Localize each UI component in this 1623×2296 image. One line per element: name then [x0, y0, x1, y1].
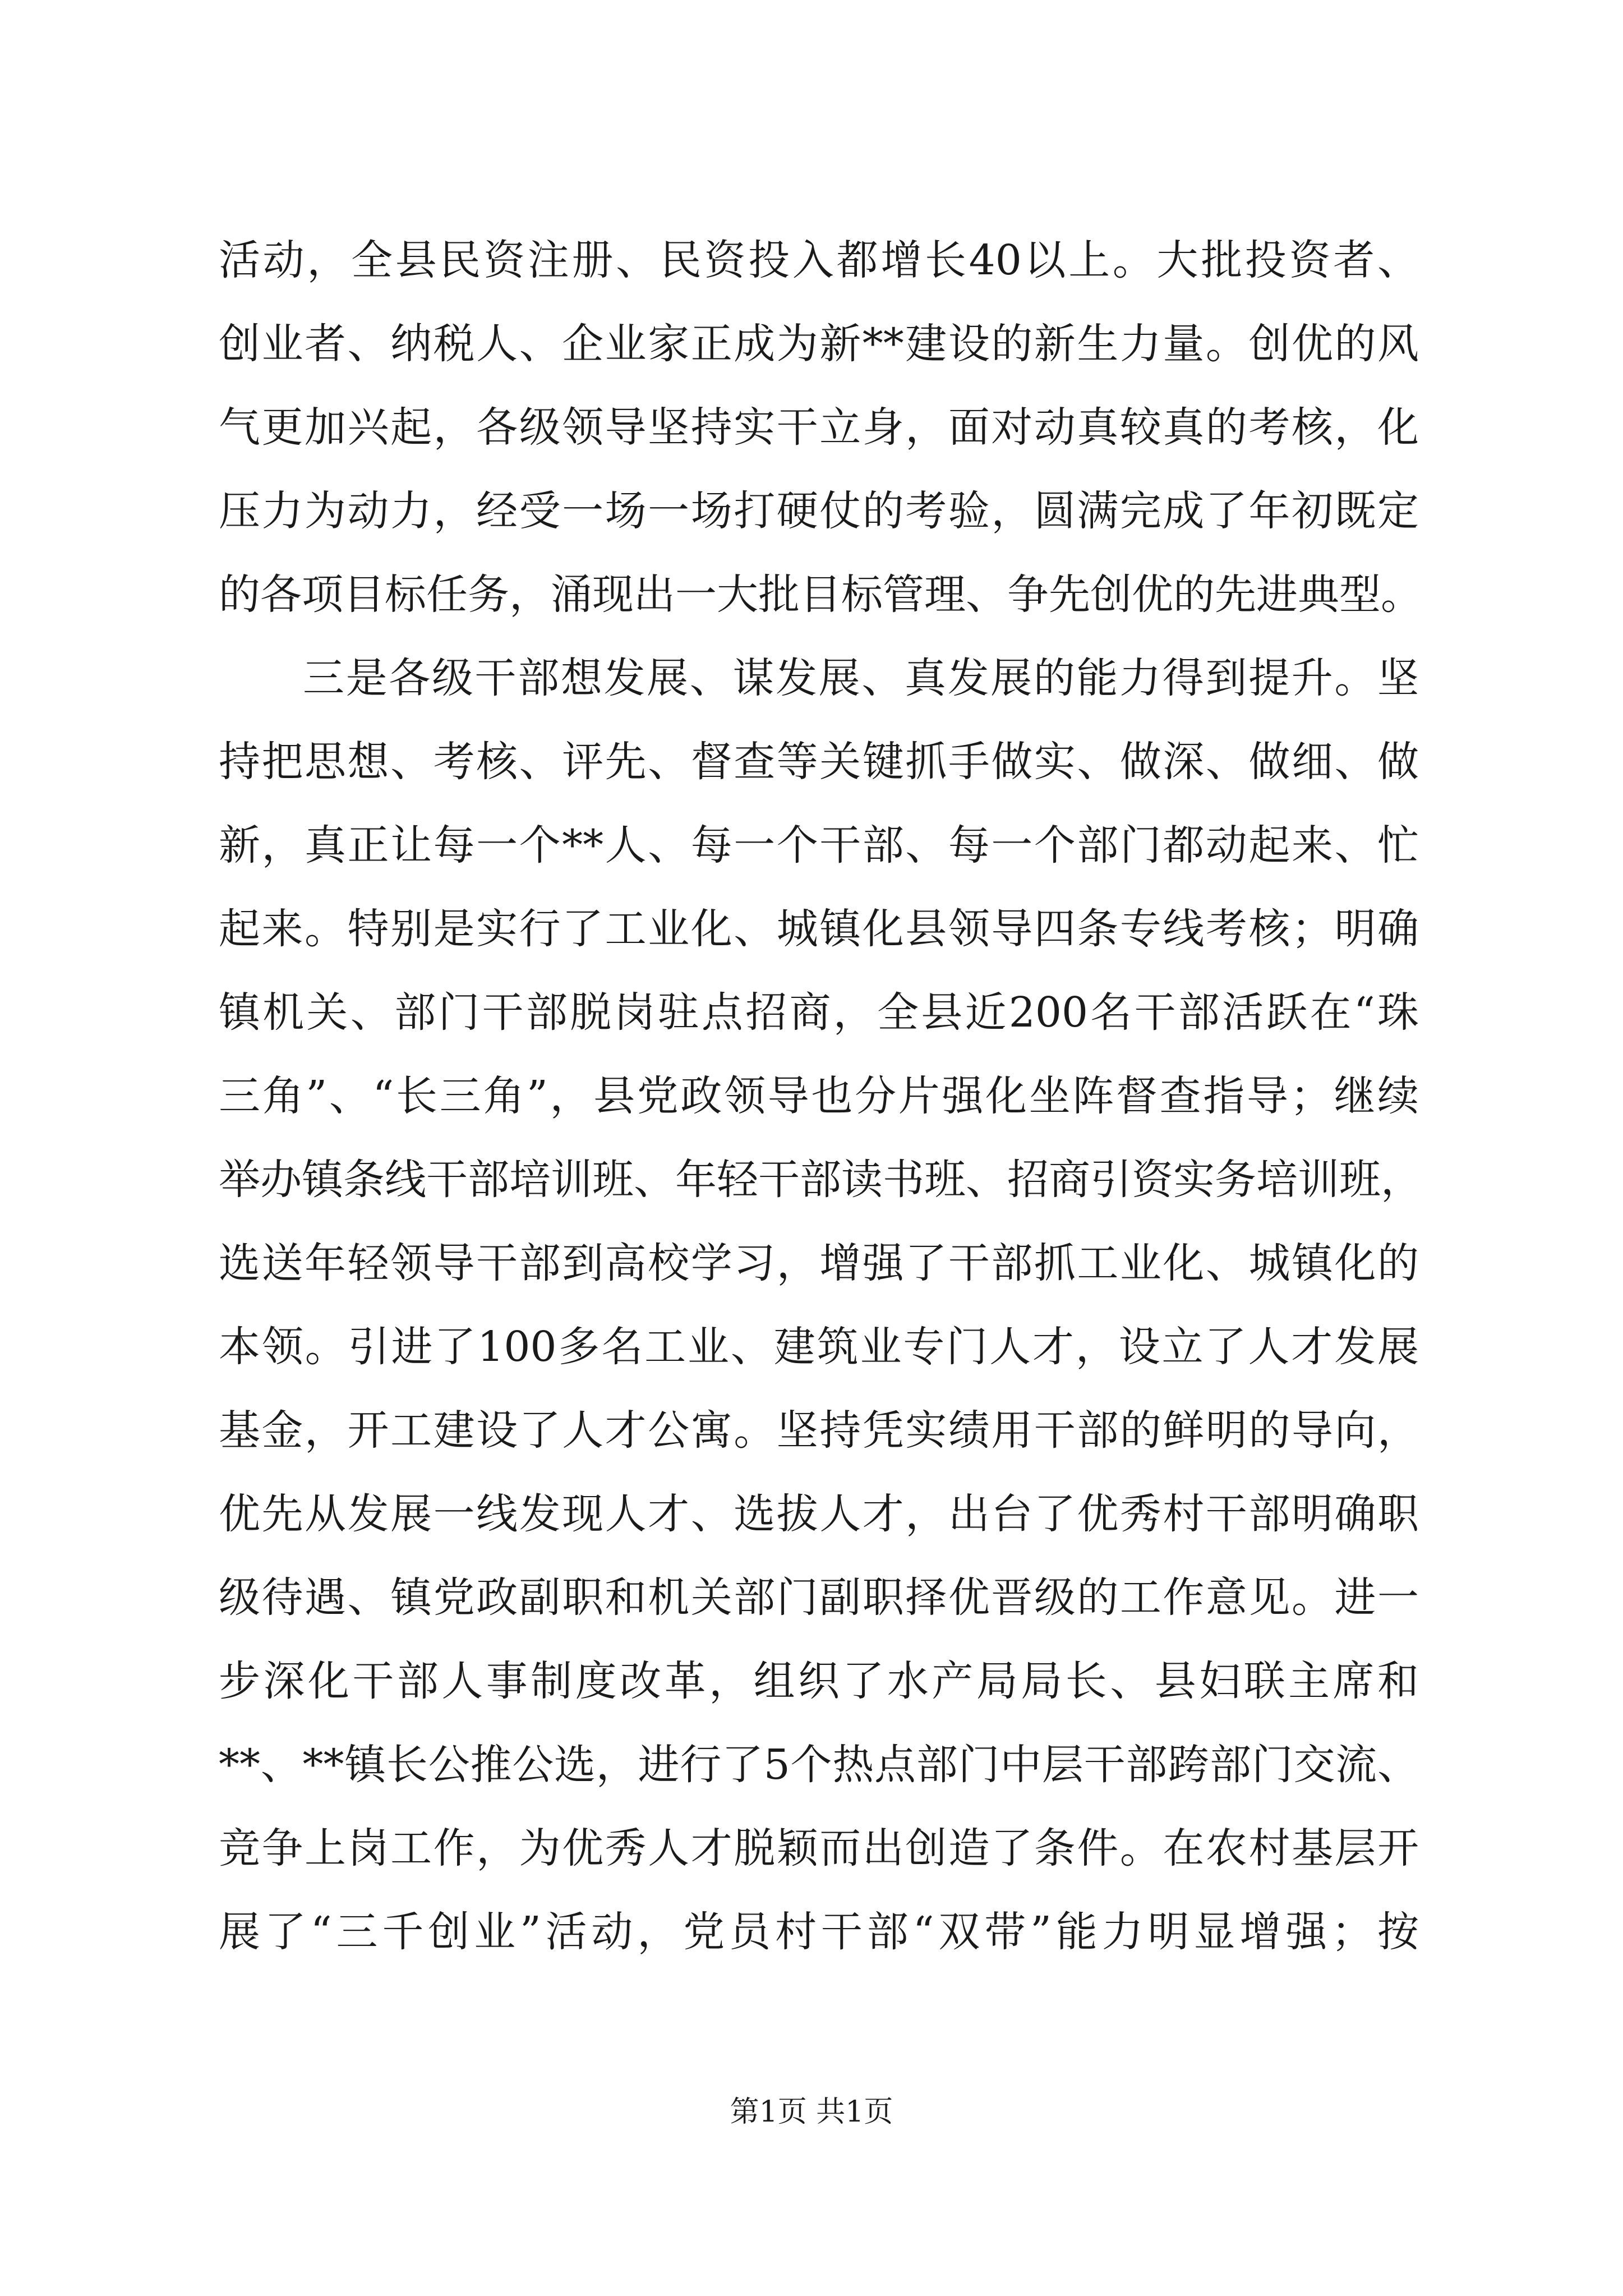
text-line: 气更加兴起，各级领导坚持实干立身，面对动真较真的考核，化	[219, 403, 1419, 452]
text-line: 创业者、纳税人、企业家正成为新**建设的新生力量。创优的风	[219, 320, 1419, 368]
text-line: 展了“三千创业”活动，党员村干部“双带”能力明显增强；按	[219, 1908, 1419, 1956]
paragraph-start-line: 三是各级干部想发展、谋发展、真发展的能力得到提升。坚	[303, 654, 1419, 702]
text-line: 步深化干部人事制度改革，组织了水产局局长、县妇联主席和	[219, 1657, 1419, 1705]
text-line: 选送年轻领导干部到高校学习，增强了干部抓工业化、城镇化的	[219, 1239, 1419, 1287]
body-text	[219, 219, 1422, 1974]
text-line: 持把思想、考核、评先、督查等关键抓手做实、做深、做细、做	[219, 738, 1419, 786]
text-line: 三角”、“长三角”，县党政领导也分片强化坐阵督查指导；继续	[219, 1072, 1419, 1120]
text-line: 本领。引进了100多名工业、建筑业专门人才，设立了人才发展	[219, 1323, 1419, 1371]
text-line: 举办镇条线干部培训班、年轻干部读书班、招商引资实务培训班，	[219, 1156, 1422, 1204]
text-line: 基金，开工建设了人才公寓。坚持凭实绩用干部的鲜明的导向，	[219, 1406, 1419, 1455]
text-line: 起来。特别是实行了工业化、城镇化县领导四条专线考核；明确	[219, 905, 1419, 953]
text-line: 竞争上岗工作，为优秀人才脱颖而出创造了条件。在农村基层开	[219, 1824, 1419, 1872]
text-line: 的各项目标任务，涌现出一大批目标管理、争先创优的先进典型。	[219, 570, 1422, 619]
text-line: 活动，全县民资注册、民资投入都增长40以上。大批投资者、	[219, 236, 1419, 284]
text-line: 级待遇、镇党政副职和机关部门副职择优晋级的工作意见。进一	[219, 1573, 1419, 1622]
text-line: 新，真正让每一个**人、每一个干部、每一个部门都动起来、忙	[219, 821, 1419, 869]
text-line: 优先从发展一线发现人才、选拔人才，出台了优秀村干部明确职	[219, 1490, 1419, 1538]
text-line: 镇机关、部门干部脱岗驻点招商，全县近200名干部活跃在“珠	[219, 988, 1419, 1037]
text-line: **、**镇长公推公选，进行了5个热点部门中层干部跨部门交流、	[219, 1741, 1419, 1789]
page-number-footer: 第1页 共1页	[730, 2095, 893, 2129]
text-line: 压力为动力，经受一场一场打硬仗的考验，圆满完成了年初既定	[219, 487, 1419, 535]
